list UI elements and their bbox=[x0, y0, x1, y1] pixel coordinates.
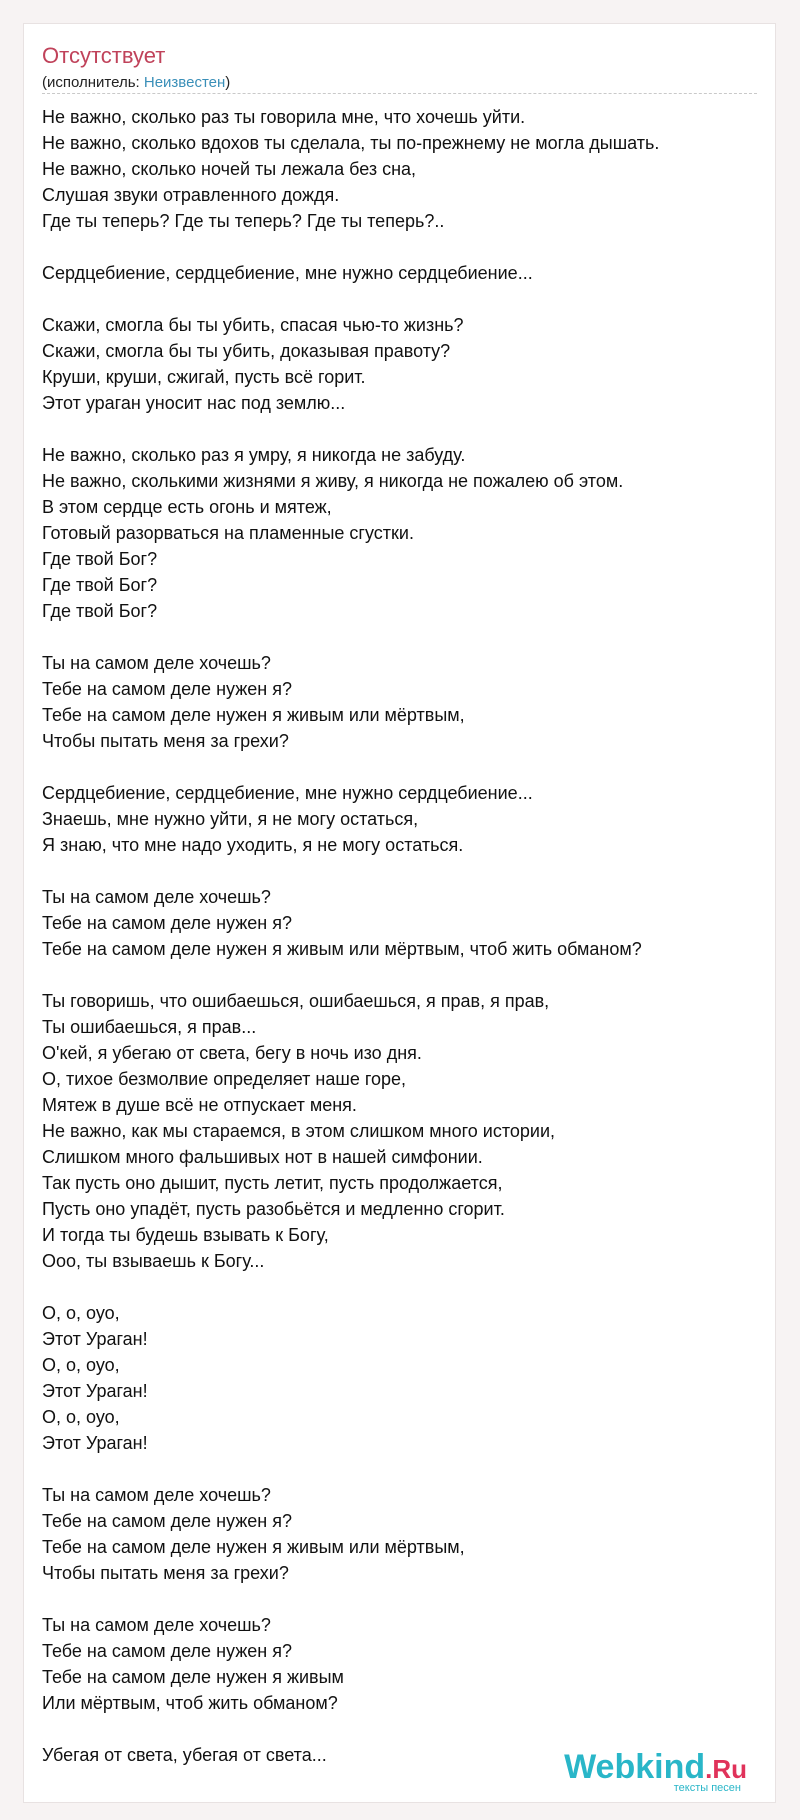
lyric-line: Ты говоришь, что ошибаешься, ошибаешься, я прав, я прав, bbox=[42, 991, 550, 1011]
lyric-line: Не важно, сколько раз я умру, я никогда не забуду. bbox=[42, 445, 466, 465]
artist-line bbox=[42, 74, 230, 92]
stanza-gap bbox=[42, 1586, 762, 1612]
stanza-gap bbox=[42, 1274, 762, 1300]
lyric-line: Ты на самом деле хочешь? bbox=[42, 887, 271, 907]
logo-tagline: тексты песен bbox=[673, 1782, 741, 1794]
lyric-line: И тогда ты будешь взывать к Богу, bbox=[42, 1225, 329, 1245]
lyric-line: Ты на самом деле хочешь? bbox=[42, 1485, 271, 1505]
artist-link[interactable]: Неизвестен bbox=[143, 74, 226, 91]
lyrics-text bbox=[42, 104, 762, 1768]
lyric-line: Тебе на самом деле нужен я? bbox=[42, 913, 292, 933]
lyric-line: Где твой Бог? bbox=[42, 575, 158, 595]
lyric-line: О, тихое безмолвие определяет наше горе, bbox=[42, 1069, 407, 1089]
lyric-line: Готовый разорваться на пламенные сгустки. bbox=[42, 523, 414, 543]
lyric-line: Круши, круши, сжигай, пусть всё горит. bbox=[42, 367, 366, 387]
lyric-line: Этот Ураган! bbox=[42, 1381, 148, 1401]
logo-brand: Webkind bbox=[564, 1748, 706, 1786]
lyric-line: Так пусть оно дышит, пусть летит, пусть продолжается, bbox=[42, 1173, 503, 1193]
lyric-line: Тебе на самом деле нужен я живым bbox=[42, 1667, 344, 1687]
stanza-gap bbox=[42, 962, 762, 988]
lyric-line: Я знаю, что мне надо уходить, я не могу остаться. bbox=[42, 835, 464, 855]
lyric-line: Или мёртвым, чтоб жить обманом? bbox=[42, 1693, 338, 1713]
lyric-line: Мятеж в душе всё не отпускает меня. bbox=[42, 1095, 357, 1115]
stanza-gap bbox=[42, 234, 762, 260]
lyric-line: Не важно, сколько ночей ты лежала без сна, bbox=[42, 159, 417, 179]
stanza-gap bbox=[42, 624, 762, 650]
stanza-gap bbox=[42, 416, 762, 442]
stanza-gap bbox=[42, 1456, 762, 1482]
artist-suffix: ) bbox=[225, 74, 231, 91]
lyric-line: Не важно, сколько раз ты говорила мне, что хочешь уйти. bbox=[42, 107, 526, 127]
stanza-gap bbox=[42, 286, 762, 312]
lyric-line: Чтобы пытать меня за грехи? bbox=[42, 731, 289, 751]
lyric-line: Тебе на самом деле нужен я? bbox=[42, 679, 292, 699]
lyric-line: Скажи, смогла бы ты убить, доказывая правоту? bbox=[42, 341, 451, 361]
title-divider bbox=[42, 93, 757, 94]
lyric-line: Тебе на самом деле нужен я живым или мёртвым, bbox=[42, 705, 465, 725]
lyric-line: Не важно, как мы стараемся, в этом слишком много истории, bbox=[42, 1121, 556, 1141]
song-title: Отсутствует bbox=[42, 43, 166, 68]
logo-tld: .Ru bbox=[705, 1754, 747, 1784]
stanza-gap bbox=[42, 858, 762, 884]
lyric-line: Ооо, ты взываешь к Богу... bbox=[42, 1251, 265, 1271]
lyric-line: Ты на самом деле хочешь? bbox=[42, 1615, 271, 1635]
lyrics-card bbox=[23, 23, 776, 1803]
lyric-line: О, о, оуо, bbox=[42, 1407, 120, 1427]
site-logo[interactable] bbox=[564, 1750, 747, 1794]
lyric-line: Тебе на самом деле нужен я? bbox=[42, 1511, 292, 1531]
stanza-gap bbox=[42, 1716, 762, 1742]
lyric-line: Убегая от света, убегая от света... bbox=[42, 1745, 327, 1765]
lyric-line: Тебе на самом деле нужен я? bbox=[42, 1641, 292, 1661]
lyric-line: Слушая звуки отравленного дождя. bbox=[42, 185, 340, 205]
logo-wordmark bbox=[564, 1750, 747, 1786]
lyric-line: Сердцебиение, сердцебиение, мне нужно сердцебиение... bbox=[42, 263, 533, 283]
lyric-line: Знаешь, мне нужно уйти, я не могу остаться, bbox=[42, 809, 419, 829]
lyric-line: Где ты теперь? Где ты теперь? Где ты теперь?.. bbox=[42, 211, 445, 231]
lyric-line: Слишком много фальшивых нот в нашей симфонии. bbox=[42, 1147, 483, 1167]
lyric-line: Пусть оно упадёт, пусть разобьётся и медленно сгорит. bbox=[42, 1199, 505, 1219]
lyric-line: О, о, оуо, bbox=[42, 1355, 120, 1375]
lyric-line: Тебе на самом деле нужен я живым или мёртвым, bbox=[42, 1537, 465, 1557]
lyric-line: Не важно, сколькими жизнями я живу, я никогда не пожалею об этом. bbox=[42, 471, 624, 491]
lyric-line: Чтобы пытать меня за грехи? bbox=[42, 1563, 289, 1583]
lyric-line: Не важно, сколько вдохов ты сделала, ты по-прежнему не могла дышать. bbox=[42, 133, 660, 153]
lyric-line: Сердцебиение, сердцебиение, мне нужно сердцебиение... bbox=[42, 783, 533, 803]
lyric-line: Скажи, смогла бы ты убить, спасая чью-то жизнь? bbox=[42, 315, 464, 335]
lyric-line: Этот Ураган! bbox=[42, 1329, 148, 1349]
artist-prefix: (исполнитель: bbox=[42, 74, 144, 91]
lyric-line: О, о, оуо, bbox=[42, 1303, 120, 1323]
lyric-line: Ты на самом деле хочешь? bbox=[42, 653, 271, 673]
stanza-gap bbox=[42, 754, 762, 780]
lyric-line: Ты ошибаешься, я прав... bbox=[42, 1017, 257, 1037]
lyric-line: Тебе на самом деле нужен я живым или мёртвым, чтоб жить обманом? bbox=[42, 939, 642, 959]
lyric-line: О'кей, я убегаю от света, бегу в ночь изо дня. bbox=[42, 1043, 422, 1063]
lyric-line: Где твой Бог? bbox=[42, 601, 158, 621]
lyric-line: В этом сердце есть огонь и мятеж, bbox=[42, 497, 332, 517]
lyric-line: Этот Ураган! bbox=[42, 1433, 148, 1453]
lyric-line: Где твой Бог? bbox=[42, 549, 158, 569]
lyric-line: Этот ураган уносит нас под землю... bbox=[42, 393, 346, 413]
